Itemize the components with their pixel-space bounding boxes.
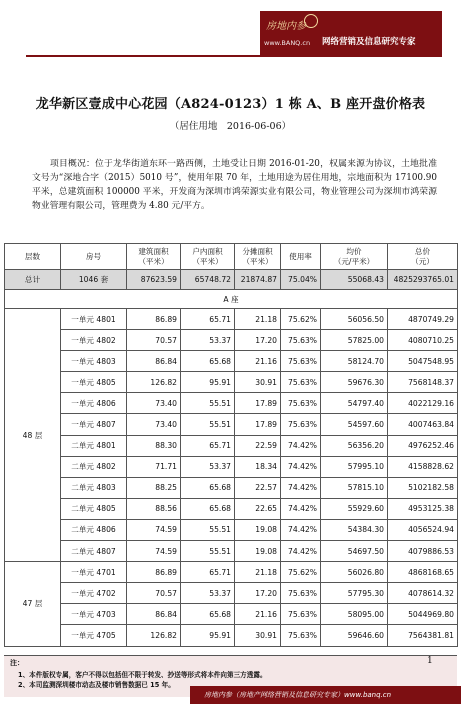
table-cell: 二单元 4806 (61, 519, 127, 540)
table-row (5, 414, 458, 435)
project-overview: 项目概况：位于龙华街道东环一路西侧，土地受让日期 2016-01-20，权属来源为协议，土地批准文号为“深地合字（2015）5010 号”，使用年限 70 年，土地用途为居住用地，宗地面积为 17100.90 平米，总建筑面积 100000 平米，开发商为深圳市鸿荣源实业有限公司，物业管理公司为深圳市鸿荣源物业管理有限公司，管理费为 4.80 元/平方。 (32, 159, 437, 211)
section-row (5, 290, 458, 309)
table-row (5, 562, 458, 583)
table-cell: 65.71 (181, 562, 235, 583)
table-cell: 18.34 (235, 456, 281, 477)
column-header: 总价 （元） (388, 244, 458, 270)
table-cell: 54384.30 (321, 519, 388, 540)
table-cell: 95.91 (181, 372, 235, 393)
column-header: 户内面积 （平米） (181, 244, 235, 270)
table-cell: 75.63% (281, 625, 321, 646)
table-cell: 22.57 (235, 477, 281, 498)
table-cell: 86.89 (127, 562, 181, 583)
table-cell: 54697.50 (321, 541, 388, 562)
table-cell: 86.89 (127, 309, 181, 330)
total-cell: 4825293765.01 (388, 270, 458, 290)
table-cell: 4056524.94 (388, 519, 458, 540)
table-cell: 53.37 (181, 583, 235, 604)
table-cell: 55.51 (181, 393, 235, 414)
total-cell: 1046 套 (61, 270, 127, 290)
table-cell: 7564381.81 (388, 625, 458, 646)
table-cell: 56056.50 (321, 309, 388, 330)
table-cell: 17.89 (235, 393, 281, 414)
page-subtitle: （居住用地 2016-06-06） (169, 121, 292, 132)
table-cell: 126.82 (127, 625, 181, 646)
table-cell: 74.42% (281, 477, 321, 498)
table-cell: 59646.60 (321, 625, 388, 646)
table-cell: 53.37 (181, 330, 235, 351)
table-cell: 74.42% (281, 541, 321, 562)
table-cell: 4953125.38 (388, 498, 458, 519)
table-row (5, 435, 458, 456)
table-cell: 58124.70 (321, 351, 388, 372)
table-cell: 一单元 4701 (61, 562, 127, 583)
table-cell: 17.20 (235, 330, 281, 351)
table-cell: 74.42% (281, 435, 321, 456)
table-cell: 55.51 (181, 519, 235, 540)
house-logo-icon (304, 14, 318, 28)
table-cell: 4007463.84 (388, 414, 458, 435)
table-cell: 65.68 (181, 477, 235, 498)
table-cell: 22.59 (235, 435, 281, 456)
table-cell: 19.08 (235, 519, 281, 540)
table-cell: 70.57 (127, 583, 181, 604)
table-cell: 二单元 4807 (61, 541, 127, 562)
table-cell: 55.51 (181, 541, 235, 562)
table-row (5, 604, 458, 625)
note-item: 2、本司监测深圳楼市动态及楼市销售数据已 15 年。 (18, 681, 175, 689)
table-cell: 4158828.62 (388, 456, 458, 477)
table-cell: 4022129.16 (388, 393, 458, 414)
table-cell: 86.84 (127, 604, 181, 625)
floor-label: 47 层 (5, 562, 61, 646)
footer-banner: 房地内参（房地产网络营销及信息研究专家）www.banq.cn (190, 686, 461, 704)
table-cell: 74.42% (281, 456, 321, 477)
table-cell: 53.37 (181, 456, 235, 477)
table-cell: 57825.00 (321, 330, 388, 351)
table-cell: 75.63% (281, 604, 321, 625)
table-cell: 75.62% (281, 309, 321, 330)
total-row (5, 270, 458, 290)
table-cell: 30.91 (235, 625, 281, 646)
table-cell: 21.18 (235, 309, 281, 330)
table-cell: 65.68 (181, 604, 235, 625)
table-cell: 一单元 4803 (61, 351, 127, 372)
notes-heading: 注： (10, 659, 24, 667)
table-cell: 58095.00 (321, 604, 388, 625)
table-cell: 一单元 4802 (61, 330, 127, 351)
table-cell: 二单元 4803 (61, 477, 127, 498)
table-cell: 5102182.58 (388, 477, 458, 498)
table-cell: 一单元 4702 (61, 583, 127, 604)
table-cell: 126.82 (127, 372, 181, 393)
table-cell: 95.91 (181, 625, 235, 646)
brand-site: www.BANQ.cn (264, 39, 311, 47)
table-cell: 一单元 4705 (61, 625, 127, 646)
table-cell: 21.16 (235, 351, 281, 372)
table-cell: 65.71 (181, 435, 235, 456)
table-cell: 17.89 (235, 414, 281, 435)
column-header: 房号 (61, 244, 127, 270)
table-row (5, 351, 458, 372)
table-cell: 一单元 4703 (61, 604, 127, 625)
total-cell: 87623.59 (127, 270, 181, 290)
table-cell: 75.63% (281, 393, 321, 414)
table-row (5, 372, 458, 393)
table-cell: 一单元 4801 (61, 309, 127, 330)
table-cell: 一单元 4805 (61, 372, 127, 393)
table-cell: 74.59 (127, 519, 181, 540)
table-cell: 一单元 4806 (61, 393, 127, 414)
table-cell: 57815.10 (321, 477, 388, 498)
table-cell: 19.08 (235, 541, 281, 562)
table-cell: 57795.30 (321, 583, 388, 604)
floor-label: 48 层 (5, 309, 61, 562)
table-row (5, 393, 458, 414)
table-cell: 74.42% (281, 519, 321, 540)
table-cell: 4078614.32 (388, 583, 458, 604)
table-cell: 54797.40 (321, 393, 388, 414)
table-cell: 7568148.37 (388, 372, 458, 393)
total-cell: 总计 (5, 270, 61, 290)
table-cell: 4870749.29 (388, 309, 458, 330)
table-cell: 30.91 (235, 372, 281, 393)
total-cell: 75.04% (281, 270, 321, 290)
table-cell: 88.30 (127, 435, 181, 456)
table-cell: 4976252.46 (388, 435, 458, 456)
table-header-row (5, 244, 458, 270)
table-cell: 56356.20 (321, 435, 388, 456)
table-cell: 一单元 4807 (61, 414, 127, 435)
page-title: 龙华新区壹成中心花园（A824-0123）1 栋 A、B 座开盘价格表 (35, 97, 426, 112)
table-row (5, 477, 458, 498)
total-cell: 55068.43 (321, 270, 388, 290)
table-cell: 70.57 (127, 330, 181, 351)
table-cell: 4868168.65 (388, 562, 458, 583)
brand-banner (260, 11, 442, 56)
table-cell: 75.62% (281, 562, 321, 583)
table-cell: 57995.10 (321, 456, 388, 477)
table-cell: 5047548.95 (388, 351, 458, 372)
table-cell: 75.63% (281, 583, 321, 604)
table-cell: 74.42% (281, 498, 321, 519)
table-cell: 21.18 (235, 562, 281, 583)
table-cell: 17.20 (235, 583, 281, 604)
column-header: 均价 （元/平米） (321, 244, 388, 270)
page-number: 1 (427, 656, 433, 666)
total-cell: 65748.72 (181, 270, 235, 290)
table-cell: 73.40 (127, 414, 181, 435)
table-row (5, 583, 458, 604)
table-cell: 86.84 (127, 351, 181, 372)
column-header: 分摊面积 （平米） (235, 244, 281, 270)
table-cell: 55.51 (181, 414, 235, 435)
table-cell: 65.68 (181, 498, 235, 519)
note-item: 1、本件版权专属，客户不得以包括但不限于转发、抄送等形式将本件向第三方透露。 (18, 671, 267, 679)
table-cell: 75.63% (281, 351, 321, 372)
table-cell: 二单元 4801 (61, 435, 127, 456)
header-rule (26, 55, 442, 57)
table-cell: 二单元 4805 (61, 498, 127, 519)
brand-slogan: 网络营销及信息研究专家 (322, 37, 416, 47)
column-header: 使用率 (281, 244, 321, 270)
table-cell: 55929.60 (321, 498, 388, 519)
table-cell: 88.56 (127, 498, 181, 519)
price-table (4, 243, 458, 647)
table-cell: 75.63% (281, 372, 321, 393)
table-cell: 54597.60 (321, 414, 388, 435)
table-cell: 4080710.25 (388, 330, 458, 351)
table-cell: 4079886.53 (388, 541, 458, 562)
column-header: 层数 (5, 244, 61, 270)
table-cell: 73.40 (127, 393, 181, 414)
table-cell: 65.71 (181, 309, 235, 330)
section-label: A 座 (5, 290, 458, 309)
table-cell: 88.25 (127, 477, 181, 498)
table-cell: 75.63% (281, 330, 321, 351)
table-cell: 71.71 (127, 456, 181, 477)
table-row (5, 519, 458, 540)
table-cell: 22.65 (235, 498, 281, 519)
table-cell: 75.63% (281, 414, 321, 435)
table-cell: 二单元 4802 (61, 456, 127, 477)
brand-name: 房地内参 (266, 21, 306, 32)
table-cell: 65.68 (181, 351, 235, 372)
table-cell: 5044969.80 (388, 604, 458, 625)
table-row (5, 456, 458, 477)
table-row (5, 309, 458, 330)
table-row (5, 625, 458, 646)
table-cell: 74.59 (127, 541, 181, 562)
total-cell: 21874.87 (235, 270, 281, 290)
table-cell: 56026.80 (321, 562, 388, 583)
table-row (5, 330, 458, 351)
table-row (5, 541, 458, 562)
column-header: 建筑面积 （平米） (127, 244, 181, 270)
table-cell: 59676.30 (321, 372, 388, 393)
table-cell: 21.16 (235, 604, 281, 625)
table-row (5, 498, 458, 519)
